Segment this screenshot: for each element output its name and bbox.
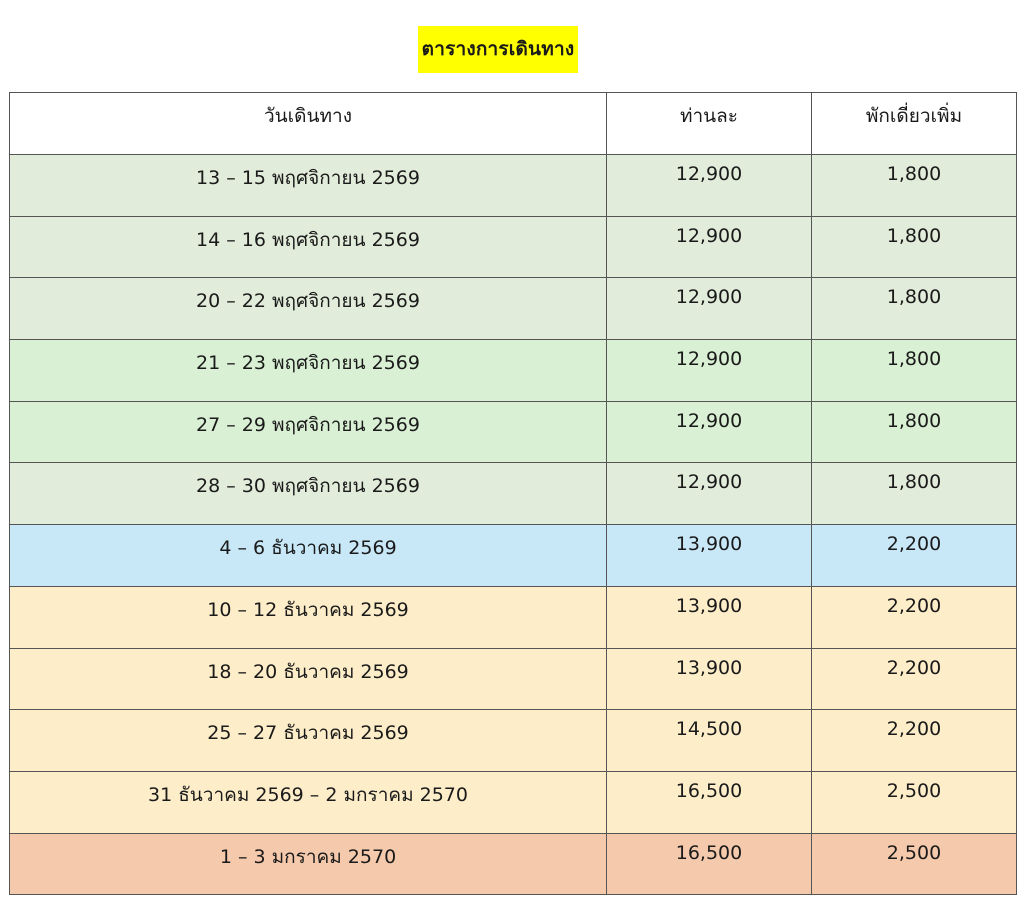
cell-single-supplement: 1,800 bbox=[812, 278, 1017, 340]
cell-price: 12,900 bbox=[607, 401, 812, 463]
table-row bbox=[10, 648, 1017, 710]
header-single-supplement: พักเดี่ยวเพิ่ม bbox=[812, 93, 1017, 155]
cell-travel-date: 18 – 20 ธันวาคม 2569 bbox=[10, 648, 607, 710]
cell-travel-date: 31 ธันวาคม 2569 – 2 มกราคม 2570 bbox=[10, 771, 607, 833]
cell-travel-date: 25 – 27 ธันวาคม 2569 bbox=[10, 710, 607, 772]
cell-travel-date: 4 – 6 ธันวาคม 2569 bbox=[10, 525, 607, 587]
table-row bbox=[10, 216, 1017, 278]
title-wrapper bbox=[0, 26, 996, 73]
cell-single-supplement: 2,200 bbox=[812, 710, 1017, 772]
cell-single-supplement: 1,800 bbox=[812, 463, 1017, 525]
cell-single-supplement: 1,800 bbox=[812, 155, 1017, 217]
cell-single-supplement: 2,200 bbox=[812, 525, 1017, 587]
cell-single-supplement: 1,800 bbox=[812, 340, 1017, 402]
page-title: ตารางการเดินทาง bbox=[418, 26, 579, 73]
table-row bbox=[10, 401, 1017, 463]
cell-single-supplement: 2,200 bbox=[812, 586, 1017, 648]
table-row bbox=[10, 278, 1017, 340]
table-row bbox=[10, 340, 1017, 402]
cell-travel-date: 10 – 12 ธันวาคม 2569 bbox=[10, 586, 607, 648]
travel-schedule-table bbox=[9, 92, 1017, 895]
cell-travel-date: 27 – 29 พฤศจิกายน 2569 bbox=[10, 401, 607, 463]
cell-travel-date: 14 – 16 พฤศจิกายน 2569 bbox=[10, 216, 607, 278]
cell-single-supplement: 2,200 bbox=[812, 648, 1017, 710]
cell-price: 12,900 bbox=[607, 278, 812, 340]
cell-price: 13,900 bbox=[607, 648, 812, 710]
table-row bbox=[10, 586, 1017, 648]
cell-price: 13,900 bbox=[607, 586, 812, 648]
header-price-per-person: ท่านละ bbox=[607, 93, 812, 155]
cell-travel-date: 21 – 23 พฤศจิกายน 2569 bbox=[10, 340, 607, 402]
cell-single-supplement: 1,800 bbox=[812, 216, 1017, 278]
table-row bbox=[10, 155, 1017, 217]
cell-travel-date: 28 – 30 พฤศจิกายน 2569 bbox=[10, 463, 607, 525]
cell-price: 13,900 bbox=[607, 525, 812, 587]
cell-single-supplement: 1,800 bbox=[812, 401, 1017, 463]
header-travel-date: วันเดินทาง bbox=[10, 93, 607, 155]
cell-single-supplement: 2,500 bbox=[812, 833, 1017, 895]
cell-price: 16,500 bbox=[607, 833, 812, 895]
cell-travel-date: 20 – 22 พฤศจิกายน 2569 bbox=[10, 278, 607, 340]
cell-price: 12,900 bbox=[607, 340, 812, 402]
cell-price: 12,900 bbox=[607, 216, 812, 278]
table-header-row bbox=[10, 93, 1017, 155]
cell-travel-date: 1 – 3 มกราคม 2570 bbox=[10, 833, 607, 895]
table-row bbox=[10, 771, 1017, 833]
table-row bbox=[10, 525, 1017, 587]
cell-travel-date: 13 – 15 พฤศจิกายน 2569 bbox=[10, 155, 607, 217]
cell-price: 12,900 bbox=[607, 155, 812, 217]
cell-price: 16,500 bbox=[607, 771, 812, 833]
cell-price: 14,500 bbox=[607, 710, 812, 772]
cell-price: 12,900 bbox=[607, 463, 812, 525]
cell-single-supplement: 2,500 bbox=[812, 771, 1017, 833]
table-row bbox=[10, 463, 1017, 525]
table-row bbox=[10, 710, 1017, 772]
table-row bbox=[10, 833, 1017, 895]
